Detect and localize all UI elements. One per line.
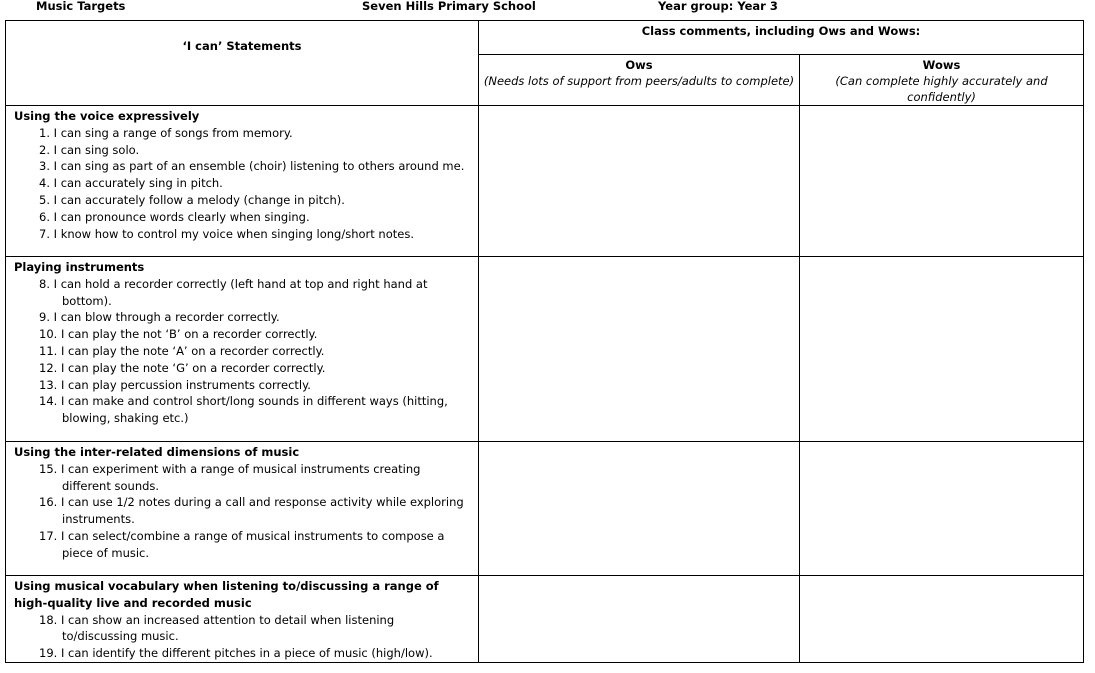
statement-number: 6. <box>39 209 50 224</box>
statement-number: 18. <box>39 612 58 627</box>
statement-item <box>14 309 472 326</box>
statement-text: I know how to control my voice when singing long/short notes. <box>53 226 414 241</box>
statement-number: 19. <box>39 646 58 661</box>
statement-number: 2. <box>39 142 50 157</box>
statement-number: 4. <box>39 176 50 191</box>
ows-comment-cell[interactable] <box>479 576 800 663</box>
statement-item <box>14 175 472 192</box>
statement-number: 9. <box>39 310 50 325</box>
statement-item <box>14 125 472 142</box>
ows-label: Ows <box>625 58 653 72</box>
ows-header <box>479 55 800 106</box>
statement-text: I can pronounce words clearly when singing. <box>53 209 310 224</box>
statement-number: 3. <box>39 159 50 174</box>
statement-item <box>14 192 472 209</box>
statement-text: I can accurately sing in pitch. <box>53 176 223 191</box>
statement-number: 16. <box>39 495 58 510</box>
statement-item <box>14 494 472 528</box>
ows-comment-cell[interactable] <box>479 257 800 442</box>
statement-number: 15. <box>39 461 58 476</box>
statement-number: 12. <box>39 360 58 375</box>
wows-description: (Can complete highly accurately and confidently) <box>835 74 1048 104</box>
statement-text: I can play percussion instruments correctly. <box>60 377 311 392</box>
statement-item <box>14 326 472 343</box>
statement-number: 5. <box>39 192 50 207</box>
section-title: Playing instruments <box>14 260 145 274</box>
class-comments-header: Class comments, including Ows and Wows: <box>479 21 1084 55</box>
statement-text: I can experiment with a range of musical instruments creating different sounds. <box>60 461 421 493</box>
statement-number: 1. <box>39 125 50 140</box>
statement-item <box>14 343 472 360</box>
wows-comment-cell[interactable] <box>800 576 1084 663</box>
statement-list <box>14 612 472 662</box>
statement-number: 7. <box>39 226 50 241</box>
statement-text: I can hold a recorder correctly (left hand at top and right hand at bottom). <box>53 276 428 308</box>
targets-table <box>5 20 1084 663</box>
wows-comment-cell[interactable] <box>800 106 1084 257</box>
statement-number: 13. <box>39 377 58 392</box>
statement-list <box>14 276 472 427</box>
statement-number: 17. <box>39 528 58 543</box>
statement-text: I can sing a range of songs from memory. <box>53 125 293 140</box>
statement-text: I can play the not ‘B’ on a recorder correctly. <box>60 327 318 342</box>
statement-list <box>14 461 472 562</box>
document-subject: Music Targets <box>36 0 126 13</box>
statement-text: I can make and control short/long sounds in different ways (hitting, blowing, shaking etc.) <box>60 394 448 426</box>
section-title: Using musical vocabulary when listening to/discussing a range of high-quality live and recorded music <box>14 579 439 610</box>
statement-item <box>14 276 472 310</box>
section-row <box>6 442 1084 576</box>
section-row <box>6 576 1084 663</box>
ican-statements-header: ‘I can’ Statements <box>6 21 479 106</box>
wows-header <box>800 55 1084 106</box>
statement-number: 14. <box>39 394 58 409</box>
statement-text: I can play the note ‘A’ on a recorder correctly. <box>60 343 325 358</box>
statement-text: I can sing as part of an ensemble (choir) listening to others around me. <box>53 159 465 174</box>
statement-text: I can select/combine a range of musical instruments to compose a piece of music. <box>60 528 445 560</box>
section-title: Using the voice expressively <box>14 109 200 123</box>
section-statements-cell <box>6 106 479 257</box>
section-statements-cell <box>6 257 479 442</box>
statement-text: I can show an increased attention to detail when listening to/discussing music. <box>60 612 395 644</box>
statement-item <box>14 142 472 159</box>
statement-number: 8. <box>39 276 50 291</box>
statement-number: 10. <box>39 327 58 342</box>
statement-list <box>14 125 472 243</box>
section-row <box>6 257 1084 442</box>
school-name: Seven Hills Primary School <box>362 0 536 13</box>
statement-text: I can play the note ‘G’ on a recorder correctly. <box>60 360 326 375</box>
section-statements-cell <box>6 576 479 663</box>
ows-description: (Needs lots of support from peers/adults to complete) <box>483 74 795 88</box>
statement-item <box>14 158 472 175</box>
statement-text: I can identify the different pitches in a piece of music (high/low). <box>60 646 433 661</box>
section-row <box>6 106 1084 257</box>
statement-number: 11. <box>39 343 58 358</box>
statement-text: I can accurately follow a melody (change in pitch). <box>53 192 345 207</box>
year-group: Year group: Year 3 <box>658 0 778 13</box>
statement-item <box>14 393 472 427</box>
statement-item <box>14 360 472 377</box>
statement-item <box>14 461 472 495</box>
statement-item <box>14 645 472 662</box>
statement-item <box>14 528 472 562</box>
statement-item <box>14 612 472 646</box>
section-title: Using the inter-related dimensions of music <box>14 445 300 459</box>
section-statements-cell <box>6 442 479 576</box>
wows-comment-cell[interactable] <box>800 257 1084 442</box>
ows-comment-cell[interactable] <box>479 442 800 576</box>
statement-text: I can sing solo. <box>53 142 140 157</box>
wows-label: Wows <box>922 58 961 72</box>
statement-item <box>14 209 472 226</box>
wows-comment-cell[interactable] <box>800 442 1084 576</box>
statement-item <box>14 226 472 243</box>
statement-text: I can use 1/2 notes during a call and response activity while exploring instruments. <box>60 495 464 527</box>
statement-item <box>14 377 472 394</box>
statement-text: I can blow through a recorder correctly. <box>53 310 280 325</box>
ows-comment-cell[interactable] <box>479 106 800 257</box>
